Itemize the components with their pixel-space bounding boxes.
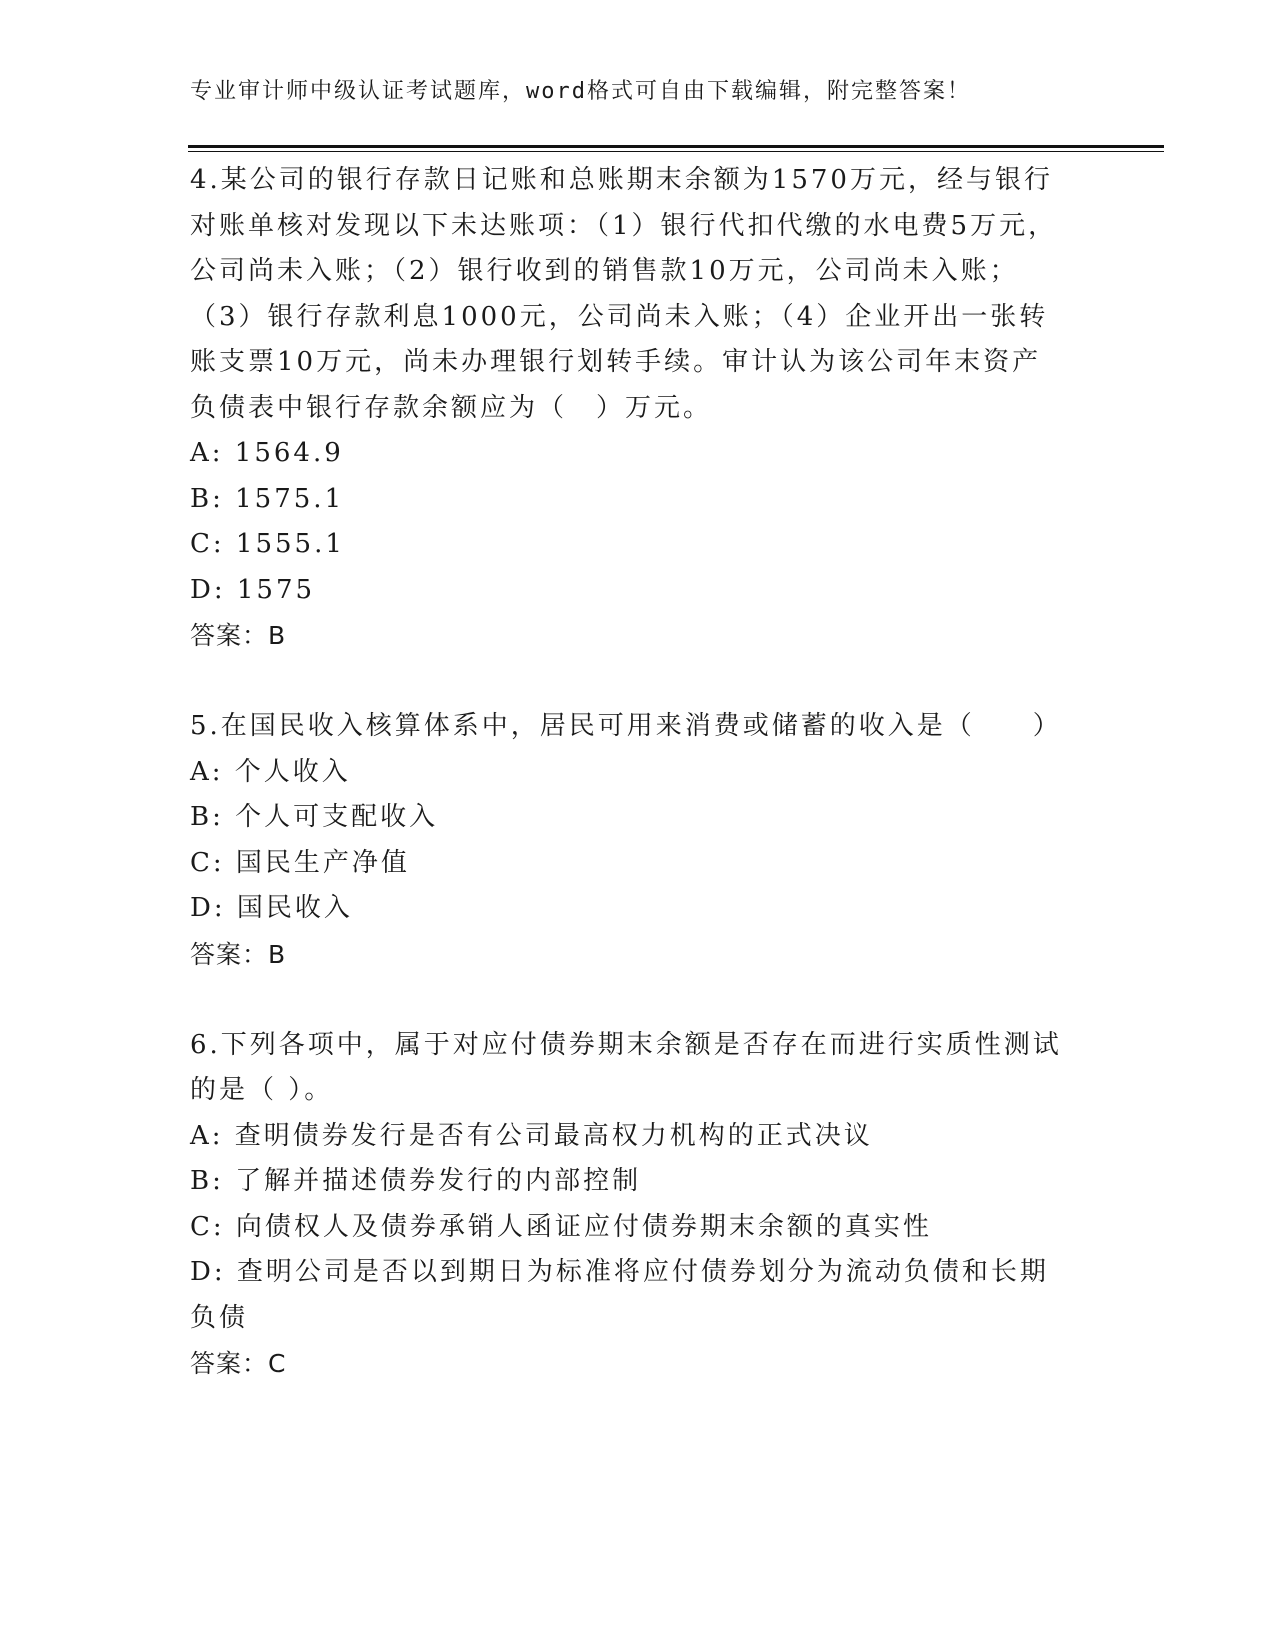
option-a: A: 个人收入 (190, 756, 351, 787)
question-stem: 6.下列各项中，属于对应付债券期末余额是否存在而进行实质性测试的是（ ）。 (190, 1029, 1062, 1105)
answer-line: 答案：C (190, 1349, 287, 1378)
option-a: A: 查明债券发行是否有公司最高权力机构的正式决议 (190, 1120, 873, 1151)
question-gap (190, 977, 1090, 1023)
question-4 (190, 158, 1090, 659)
question-stem: 5.在国民收入核算体系中，居民可用来消费或储蓄的收入是（ ） (190, 711, 1062, 741)
option-b: B: 了解并描述债券发行的内部控制 (190, 1166, 642, 1196)
header-divider-thin (188, 151, 1164, 152)
option-d: D: 查明公司是否以到期日为标准将应付债券划分为流动负债和长期负债 (190, 1257, 1049, 1333)
question-list (190, 158, 1090, 1387)
question-5 (190, 704, 1090, 977)
option-b: B: 个人可支配收入 (190, 802, 439, 832)
page-header: 专业审计师中级认证考试题库，word格式可自由下载编辑，附完整答案！ (190, 79, 971, 104)
question-6 (190, 1023, 1090, 1387)
option-b: B: 1575.1 (190, 483, 345, 514)
option-c: C: 1555.1 (190, 529, 345, 559)
option-d: D: 1575 (190, 574, 316, 605)
option-c: C: 向债权人及债券承销人函证应付债券期末余额的真实性 (190, 1211, 932, 1242)
answer-line: 答案：B (190, 939, 287, 969)
header-divider-thick (188, 145, 1164, 148)
option-d: D: 国民收入 (190, 893, 353, 923)
option-c: C: 国民生产净值 (190, 847, 410, 878)
question-stem: 4.某公司的银行存款日记账和总账期末余额为1570万元，经与银行对账单核对发现以下未达账项：（1）银行代扣代缴的水电费5万元，公司尚未入账；（2）银行收到的销售款10万元，公司尚未入账；（3）银行存款利息1000元，公司尚未入账；（4）企业开出一张转账支票10万元，尚未办理银行划转手续。审计认为该公司年末资产负债表中银行存款余额应为（ ）万元。 (190, 165, 1058, 423)
answer-line: 答案：B (190, 621, 287, 650)
option-a: A: 1564.9 (190, 438, 344, 468)
question-gap (190, 659, 1090, 705)
